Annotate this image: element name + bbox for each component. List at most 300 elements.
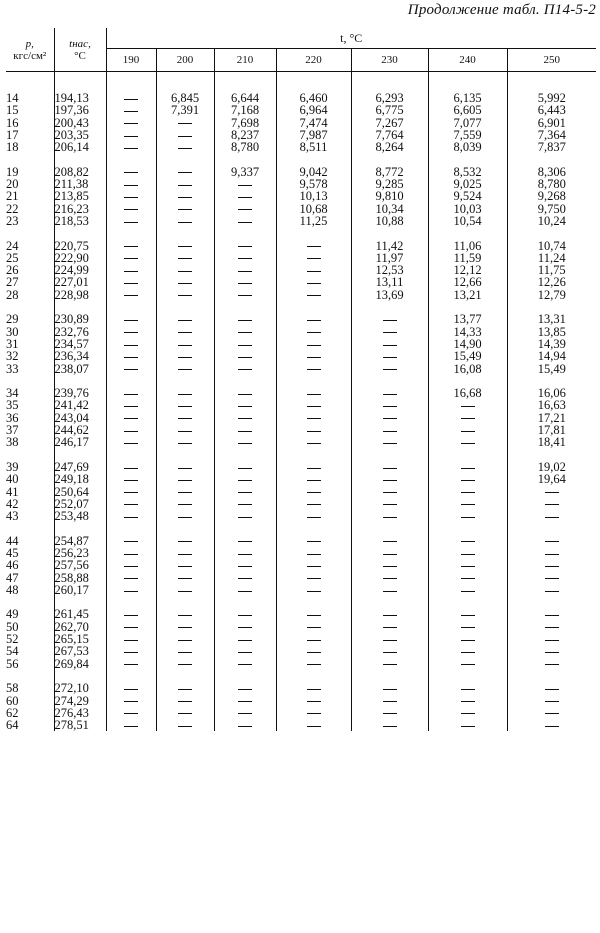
pressure-cell: 45 — [6, 547, 54, 559]
no-value-dash — [124, 332, 138, 333]
specific-volume-cell: 19,02 — [537, 459, 566, 474]
saturation-temp-cell: 265,15 — [54, 633, 106, 645]
no-value-dash — [383, 640, 397, 641]
saturation-temp-cell: 234,57 — [54, 338, 106, 350]
specific-volume-cell — [214, 707, 276, 719]
no-value-dash — [383, 357, 397, 358]
table-row — [6, 424, 596, 436]
specific-volume-cell — [428, 498, 507, 510]
specific-volume-cell: 11,97 — [351, 252, 428, 264]
specific-volume-cell — [106, 559, 156, 571]
no-value-dash — [383, 689, 397, 690]
specific-volume-cell — [106, 584, 156, 596]
no-value-dash — [461, 664, 475, 665]
no-value-dash — [124, 468, 138, 469]
specific-volume-cell: 15,49 — [428, 350, 507, 362]
spacer-cell — [156, 227, 214, 239]
no-value-dash — [307, 357, 321, 358]
specific-volume-cell — [156, 252, 214, 264]
temp-header-250: 250 — [507, 49, 596, 72]
specific-volume-cell — [214, 498, 276, 510]
specific-volume-cell — [156, 399, 214, 411]
specific-volume-cell — [214, 338, 276, 350]
no-value-dash — [124, 443, 138, 444]
saturation-temp-cell: 246,17 — [54, 436, 106, 448]
no-value-dash — [383, 480, 397, 481]
no-value-dash — [124, 369, 138, 370]
spacer-cell — [106, 227, 156, 239]
table-row — [6, 658, 596, 670]
specific-volume-cell — [214, 203, 276, 215]
pressure-cell: 46 — [6, 559, 54, 571]
no-value-dash — [238, 357, 252, 358]
no-value-dash — [461, 541, 475, 542]
saturation-temp-cell: 241,42 — [54, 399, 106, 411]
no-value-dash — [461, 640, 475, 641]
specific-volume-cell — [507, 621, 596, 633]
saturation-temp-cell: 252,07 — [54, 498, 106, 510]
no-value-dash — [238, 566, 252, 567]
specific-volume-table — [6, 28, 596, 731]
spacer-cell — [351, 153, 428, 165]
specific-volume-cell — [106, 240, 156, 252]
specific-volume-cell — [106, 313, 156, 325]
saturation-temp-cell: 260,17 — [54, 584, 106, 596]
no-value-dash — [124, 271, 138, 272]
specific-volume-cell — [156, 424, 214, 436]
temperature-group-header: t, °C — [106, 28, 596, 49]
specific-volume-cell — [214, 326, 276, 338]
specific-volume-cell — [276, 350, 351, 362]
pressure-cell: 43 — [6, 510, 54, 522]
saturation-temp-cell: 276,43 — [54, 707, 106, 719]
specific-volume-cell — [106, 276, 156, 288]
specific-volume-cell — [276, 498, 351, 510]
spacer-cell — [428, 153, 507, 165]
specific-volume-cell — [276, 682, 351, 694]
table-row — [6, 584, 596, 596]
no-value-dash — [238, 209, 252, 210]
no-value-dash — [307, 701, 321, 702]
specific-volume-cell — [351, 424, 428, 436]
no-value-dash — [178, 640, 192, 641]
specific-volume-cell — [351, 326, 428, 338]
specific-volume-cell — [507, 510, 596, 522]
specific-volume-cell — [106, 436, 156, 448]
specific-volume-cell: 9,025 — [428, 178, 507, 190]
table-row — [6, 535, 596, 547]
no-value-dash — [238, 369, 252, 370]
no-value-dash — [238, 258, 252, 259]
spacer-cell — [106, 153, 156, 165]
no-value-dash — [178, 345, 192, 346]
spacer-cell — [351, 227, 428, 239]
pressure-cell: 31 — [6, 338, 54, 350]
no-value-dash — [124, 591, 138, 592]
specific-volume-cell — [276, 719, 351, 731]
no-value-dash — [124, 209, 138, 210]
spacer-cell — [156, 596, 214, 608]
no-value-dash — [461, 468, 475, 469]
specific-volume-cell: 9,810 — [351, 190, 428, 202]
no-value-dash — [307, 394, 321, 395]
no-value-dash — [238, 492, 252, 493]
specific-volume-cell: 13,85 — [537, 324, 566, 339]
spacer-cell — [351, 301, 428, 313]
no-value-dash — [124, 726, 138, 727]
table-row — [6, 276, 596, 288]
specific-volume-cell: 9,524 — [428, 190, 507, 202]
saturation-temp-cell: 224,99 — [54, 264, 106, 276]
no-value-dash — [545, 701, 559, 702]
pressure-cell: 64 — [6, 719, 54, 731]
spacer-cell — [428, 72, 507, 93]
no-value-dash — [178, 492, 192, 493]
specific-volume-cell — [156, 559, 214, 571]
specific-volume-cell — [507, 486, 596, 498]
specific-volume-cell — [428, 461, 507, 473]
no-value-dash — [238, 591, 252, 592]
no-value-dash — [545, 492, 559, 493]
spacer-cell — [214, 301, 276, 313]
saturation-temp-cell: 267,53 — [54, 645, 106, 657]
saturation-temp-column-header — [54, 28, 106, 72]
no-value-dash — [178, 271, 192, 272]
spacer-cell — [507, 522, 596, 534]
specific-volume-cell — [507, 695, 596, 707]
table-row — [6, 326, 596, 338]
no-value-dash — [178, 418, 192, 419]
no-value-dash — [461, 517, 475, 518]
spacer-cell — [214, 522, 276, 534]
no-value-dash — [178, 246, 192, 247]
specific-volume-cell — [156, 313, 214, 325]
no-value-dash — [383, 652, 397, 653]
specific-volume-cell: 8,780 — [214, 141, 276, 153]
table-row — [6, 608, 596, 620]
spacer-cell — [106, 72, 156, 93]
specific-volume-cell — [106, 682, 156, 694]
specific-volume-cell — [276, 621, 351, 633]
no-value-dash — [178, 431, 192, 432]
specific-volume-cell — [214, 719, 276, 731]
specific-volume-cell: 16,68 — [428, 387, 507, 399]
no-value-dash — [238, 345, 252, 346]
specific-volume-cell — [276, 412, 351, 424]
pressure-cell: 17 — [6, 129, 54, 141]
no-value-dash — [307, 566, 321, 567]
no-value-dash — [178, 689, 192, 690]
specific-volume-cell — [106, 719, 156, 731]
saturation-temp-cell: 213,85 — [54, 190, 106, 202]
specific-volume-cell — [276, 645, 351, 657]
no-value-dash — [307, 640, 321, 641]
specific-volume-cell — [156, 264, 214, 276]
no-value-dash — [238, 394, 252, 395]
no-value-dash — [238, 480, 252, 481]
specific-volume-cell: 13,31 — [537, 312, 566, 327]
saturation-temp-cell: 197,36 — [54, 104, 106, 116]
specific-volume-cell — [106, 203, 156, 215]
specific-volume-cell — [106, 387, 156, 399]
specific-volume-cell — [156, 658, 214, 670]
specific-volume-cell — [156, 166, 214, 178]
specific-volume-cell — [276, 424, 351, 436]
specific-volume-cell: 9,285 — [351, 178, 428, 190]
specific-volume-cell — [428, 424, 507, 436]
pressure-cell: 42 — [6, 498, 54, 510]
specific-volume-cell — [351, 707, 428, 719]
group-spacer — [6, 449, 596, 461]
specific-volume-cell — [106, 486, 156, 498]
specific-volume-cell — [428, 682, 507, 694]
specific-volume-cell — [106, 621, 156, 633]
no-value-dash — [178, 295, 192, 296]
spacer-cell — [214, 227, 276, 239]
no-value-dash — [124, 123, 138, 124]
spacer-cell — [276, 522, 351, 534]
specific-volume-cell — [156, 707, 214, 719]
no-value-dash — [124, 713, 138, 714]
specific-volume-cell: 8,532 — [428, 166, 507, 178]
spacer-cell — [106, 670, 156, 682]
pressure-cell: 16 — [6, 117, 54, 129]
temp-header-230: 230 — [351, 49, 428, 72]
no-value-dash — [383, 468, 397, 469]
pressure-cell: 39 — [6, 461, 54, 473]
no-value-dash — [124, 578, 138, 579]
specific-volume-cell — [106, 695, 156, 707]
specific-volume-cell — [428, 436, 507, 448]
specific-volume-cell — [156, 190, 214, 202]
temp-header-200: 200 — [156, 49, 214, 72]
specific-volume-cell — [276, 707, 351, 719]
group-spacer — [6, 301, 596, 313]
specific-volume-cell — [276, 326, 351, 338]
saturation-temp-cell: 200,43 — [54, 117, 106, 129]
pressure-cell: 15 — [6, 104, 54, 116]
spacer-cell — [428, 670, 507, 682]
specific-volume-cell — [156, 608, 214, 620]
specific-volume-cell: 6,964 — [276, 104, 351, 116]
spacer-cell — [214, 596, 276, 608]
no-value-dash — [178, 185, 192, 186]
saturation-temp-cell: 274,29 — [54, 695, 106, 707]
specific-volume-cell: 10,24 — [537, 213, 566, 228]
specific-volume-cell — [276, 473, 351, 485]
specific-volume-cell — [214, 695, 276, 707]
specific-volume-cell — [351, 350, 428, 362]
no-value-dash — [178, 406, 192, 407]
specific-volume-cell — [276, 633, 351, 645]
table-row — [6, 645, 596, 657]
no-value-dash — [124, 640, 138, 641]
no-value-dash — [178, 480, 192, 481]
specific-volume-cell: 8,511 — [276, 141, 351, 153]
no-value-dash — [238, 431, 252, 432]
no-value-dash — [383, 591, 397, 592]
specific-volume-cell — [156, 363, 214, 375]
specific-volume-cell — [106, 363, 156, 375]
specific-volume-cell: 7,698 — [214, 117, 276, 129]
specific-volume-cell — [507, 498, 596, 510]
specific-volume-cell: 14,39 — [537, 336, 566, 351]
no-value-dash — [124, 418, 138, 419]
spacer-cell — [156, 301, 214, 313]
specific-volume-cell: 19,64 — [537, 472, 566, 487]
specific-volume-cell — [351, 633, 428, 645]
no-value-dash — [124, 148, 138, 149]
specific-volume-cell — [214, 535, 276, 547]
specific-volume-cell — [214, 363, 276, 375]
specific-volume-cell — [507, 608, 596, 620]
no-value-dash — [238, 332, 252, 333]
specific-volume-cell — [351, 584, 428, 596]
spacer-cell — [54, 72, 106, 93]
no-value-dash — [238, 652, 252, 653]
no-value-dash — [307, 504, 321, 505]
group-spacer — [6, 375, 596, 387]
specific-volume-cell — [156, 326, 214, 338]
saturation-temp-cell: 262,70 — [54, 621, 106, 633]
specific-volume-cell — [106, 92, 156, 104]
specific-volume-cell — [156, 141, 214, 153]
specific-volume-cell — [214, 350, 276, 362]
specific-volume-cell — [156, 535, 214, 547]
specific-volume-cell — [106, 608, 156, 620]
no-value-dash — [461, 480, 475, 481]
no-value-dash — [307, 554, 321, 555]
pressure-cell: 37 — [6, 424, 54, 436]
saturation-temp-cell: 269,84 — [54, 658, 106, 670]
specific-volume-cell — [507, 559, 596, 571]
specific-volume-cell — [428, 645, 507, 657]
specific-volume-cell — [428, 621, 507, 633]
no-value-dash — [178, 258, 192, 259]
specific-volume-cell: 10,13 — [276, 190, 351, 202]
specific-volume-cell — [156, 645, 214, 657]
table-row — [6, 313, 596, 325]
specific-volume-cell — [106, 572, 156, 584]
table-row — [6, 498, 596, 510]
no-value-dash — [178, 197, 192, 198]
specific-volume-cell: 11,59 — [428, 252, 507, 264]
no-value-dash — [238, 418, 252, 419]
saturation-temp-cell: 206,14 — [54, 141, 106, 153]
saturation-temp-cell: 218,53 — [54, 215, 106, 227]
specific-volume-cell: 12,26 — [537, 275, 566, 290]
specific-volume-cell — [156, 412, 214, 424]
saturation-temp-unit: °C — [74, 49, 86, 62]
no-value-dash — [124, 295, 138, 296]
specific-volume-cell — [351, 412, 428, 424]
temp-header-210: 210 — [214, 49, 276, 72]
no-value-dash — [461, 431, 475, 432]
specific-volume-cell — [156, 510, 214, 522]
no-value-dash — [307, 295, 321, 296]
table-row — [6, 695, 596, 707]
saturation-temp-cell: 257,56 — [54, 559, 106, 571]
pressure-cell: 50 — [6, 621, 54, 633]
spacer-cell — [6, 72, 54, 93]
no-value-dash — [178, 320, 192, 321]
specific-volume-cell: 9,337 — [214, 166, 276, 178]
specific-volume-cell — [351, 719, 428, 731]
spacer-cell — [54, 227, 106, 239]
spacer-cell — [507, 227, 596, 239]
specific-volume-cell — [106, 510, 156, 522]
saturation-temp-cell: 254,87 — [54, 535, 106, 547]
group-spacer — [6, 596, 596, 608]
no-value-dash — [238, 222, 252, 223]
no-value-dash — [238, 726, 252, 727]
no-value-dash — [178, 369, 192, 370]
specific-volume-cell: 10,54 — [428, 215, 507, 227]
pressure-cell: 27 — [6, 276, 54, 288]
specific-volume-cell — [276, 559, 351, 571]
specific-volume-cell: 10,03 — [428, 203, 507, 215]
saturation-temp-cell: 194,13 — [54, 92, 106, 104]
saturation-temp-cell: 216,23 — [54, 203, 106, 215]
no-value-dash — [545, 615, 559, 616]
no-value-dash — [461, 443, 475, 444]
specific-volume-cell — [428, 707, 507, 719]
specific-volume-cell: 12,66 — [428, 276, 507, 288]
specific-volume-cell — [214, 461, 276, 473]
pressure-cell: 54 — [6, 645, 54, 657]
saturation-temp-cell: 256,23 — [54, 547, 106, 559]
specific-volume-cell — [276, 264, 351, 276]
spacer-cell — [106, 301, 156, 313]
specific-volume-cell: 7,267 — [351, 117, 428, 129]
specific-volume-cell — [106, 535, 156, 547]
specific-volume-cell: 14,33 — [428, 326, 507, 338]
spacer-cell — [276, 375, 351, 387]
no-value-dash — [461, 591, 475, 592]
no-value-dash — [238, 554, 252, 555]
specific-volume-cell: 8,039 — [428, 141, 507, 153]
no-value-dash — [124, 222, 138, 223]
no-value-dash — [461, 713, 475, 714]
saturation-temp-cell: 208,82 — [54, 166, 106, 178]
spacer-cell — [276, 596, 351, 608]
no-value-dash — [124, 172, 138, 173]
specific-volume-cell: 5,992 — [537, 91, 566, 105]
table-row — [6, 707, 596, 719]
pressure-cell: 60 — [6, 695, 54, 707]
specific-volume-cell — [214, 264, 276, 276]
no-value-dash — [383, 431, 397, 432]
specific-volume-cell — [214, 276, 276, 288]
no-value-dash — [307, 443, 321, 444]
pressure-cell: 52 — [6, 633, 54, 645]
no-value-dash — [178, 627, 192, 628]
saturation-temp-cell: 232,76 — [54, 326, 106, 338]
no-value-dash — [238, 689, 252, 690]
no-value-dash — [461, 689, 475, 690]
specific-volume-cell: 9,268 — [537, 189, 566, 204]
no-value-dash — [178, 591, 192, 592]
table-row — [6, 572, 596, 584]
spacer-cell — [351, 72, 428, 93]
no-value-dash — [124, 492, 138, 493]
specific-volume-cell — [428, 658, 507, 670]
no-value-dash — [238, 246, 252, 247]
no-value-dash — [307, 271, 321, 272]
no-value-dash — [545, 504, 559, 505]
saturation-temp-cell: 261,45 — [54, 608, 106, 620]
no-value-dash — [178, 283, 192, 284]
